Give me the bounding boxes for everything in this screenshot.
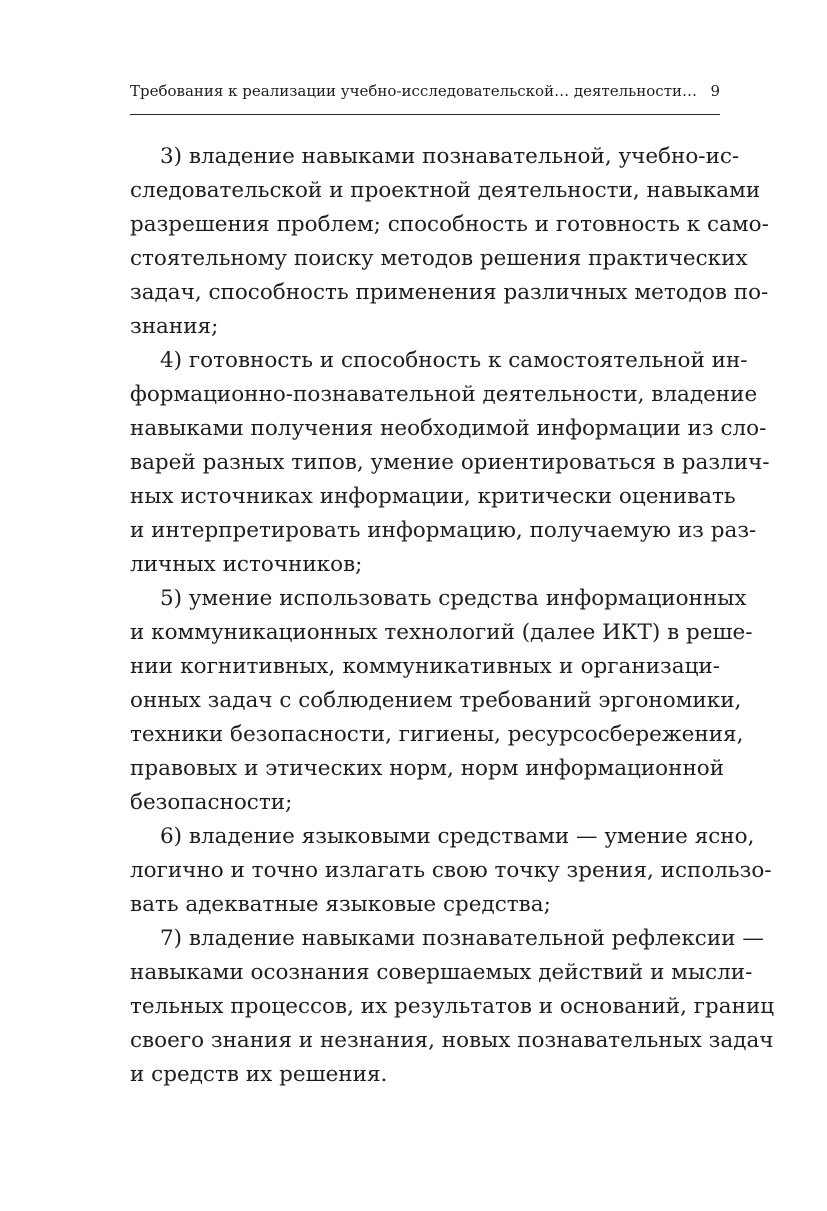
paragraph-item-6: [130, 820, 772, 922]
text-line: 3) владение навыками познавательной, учебно-ис-: [160, 144, 740, 169]
body-text: [130, 140, 775, 1092]
text-line: задач, способность применения различных методов по-: [130, 280, 769, 305]
page-number: 9: [710, 82, 720, 100]
paragraph-item-4: [130, 344, 770, 582]
text-line: тельных процессов, их результатов и оснований, границ: [130, 994, 775, 1019]
text-line: своего знания и незнания, новых познавательных задач: [130, 1028, 774, 1053]
text-line: ных источниках информации, критически оценивать: [130, 484, 736, 509]
text-line: вать адекватные языковые средства;: [130, 892, 551, 917]
paragraph-item-7: [130, 922, 775, 1092]
paragraph-item-5: [130, 582, 753, 820]
text-line: стоятельному поиску методов решения практических: [130, 246, 748, 271]
text-line: безопасности;: [130, 790, 293, 815]
text-line: 5) умение использовать средства информационных: [160, 586, 747, 611]
running-title: Требования к реализации учебно-исследовательской… деятельности…: [130, 82, 698, 100]
text-line: 6) владение языковыми средствами — умение ясно,: [160, 824, 755, 849]
text-line: и коммуникационных технологий (далее ИКТ) в реше-: [130, 620, 753, 645]
text-line: 4) готовность и способность к самостоятельной ин-: [160, 348, 748, 373]
text-line: 7) владение навыками познавательной рефлексии —: [160, 926, 764, 951]
text-line: онных задач с соблюдением требований эргономики,: [130, 688, 742, 713]
text-line: техники безопасности, гигиены, ресурсосбережения,: [130, 722, 744, 747]
text-line: следовательской и проектной деятельности, навыками: [130, 178, 761, 203]
paragraph-item-3: [130, 140, 769, 344]
text-line: нии когнитивных, коммуникативных и организаци-: [130, 654, 720, 679]
text-line: разрешения проблем; способность и готовность к само-: [130, 212, 769, 237]
text-line: варей разных типов, умение ориентироваться в различ-: [130, 450, 770, 475]
text-line: логично и точно излагать свою точку зрения, использо-: [130, 858, 772, 883]
running-header: [130, 78, 720, 115]
text-line: и средств их решения.: [130, 1062, 388, 1087]
text-line: формационно-познавательной деятельности, владение: [130, 382, 758, 407]
text-line: и интерпретировать информацию, получаемую из раз-: [130, 518, 757, 543]
text-line: правовых и этических норм, норм информационной: [130, 756, 725, 781]
text-line: личных источников;: [130, 552, 363, 577]
text-line: навыками получения необходимой информации из сло-: [130, 416, 767, 441]
text-line: знания;: [130, 314, 219, 339]
text-line: навыками осознания совершаемых действий и мысли-: [130, 960, 753, 985]
